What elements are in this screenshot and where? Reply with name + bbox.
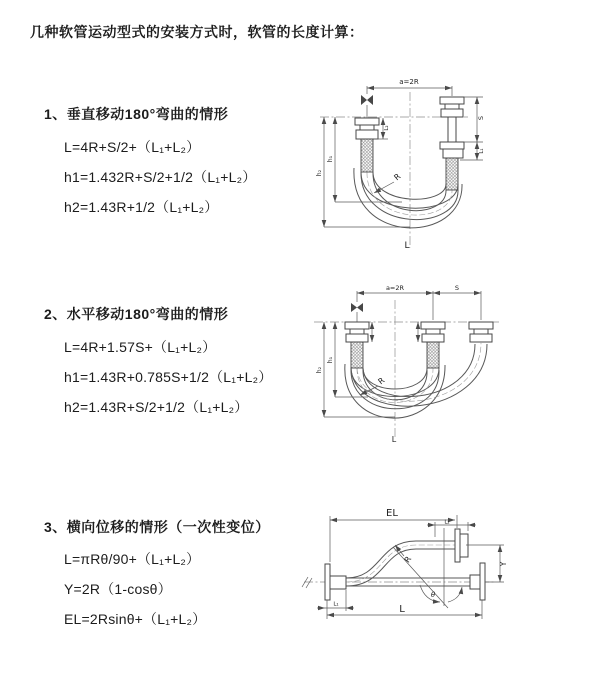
section-3-formula-Y: Y=2R（1-cosθ） [64,581,172,597]
section-3-formula-L: L=πRθ/90+（L₁+L₂） [64,551,201,567]
dimension-l [327,600,482,619]
label-l2: L₂ [384,125,390,131]
hose-curves [345,343,487,418]
label-l: L [391,435,397,444]
braid-section [361,139,373,172]
label-el: EL [386,508,398,519]
upper-flange [455,529,460,562]
section-2-heading: 2、水平移动180°弯曲的情形 [44,306,229,322]
dimension-a2r [357,284,481,320]
left-flange [325,564,330,600]
label-r: R [392,171,403,183]
label-h1: h₁ [327,155,334,163]
label-l: L [404,241,410,251]
diagram-vertical-180-bend [306,72,586,257]
label-y: Y [499,561,508,567]
angle-construction [393,528,464,608]
dimension-l2 [427,520,476,538]
label-l1: L₁ [333,601,339,608]
page-title: 几种软管运动型式的安装方式时，软管的长度计算： [30,24,364,40]
label-a2r: a=2R [399,78,419,86]
right-flange [480,563,485,600]
dimension-s [433,284,481,295]
label-r: R [402,554,414,565]
label-s: S [454,284,460,292]
radius-callout [373,172,403,195]
section-2-formula-h1: h1=1.43R+0.785S+1/2（L₁+L₂） [64,369,273,385]
section-1-formula-h2: h2=1.43R+1/2（L₁+L₂） [64,199,219,215]
section-3-formula-EL: EL=2Rsinθ+（L₁+L₂） [64,611,207,627]
valve-bowtie-icon [361,95,373,105]
section-3-heading: 3、横向位移的情形（一次性变位） [44,519,270,535]
section-2-formula-h2: h2=1.43R+S/2+1/2（L₁+L₂） [64,399,249,415]
left-fitting [355,95,379,172]
label-theta: θ [430,591,436,599]
braid-section [427,342,439,368]
dimension-a2r [367,78,452,96]
middle-fitting [421,322,445,368]
valve-bowtie-icon [351,303,363,312]
label-l1: L₁ [479,148,485,154]
label-r: R [376,375,387,387]
left-fitting [325,564,346,600]
braid-section [351,342,363,368]
label-l: L [399,604,405,615]
diagram-lateral-displacement [296,501,598,639]
label-h2: h₂ [316,366,323,374]
label-h1: h₁ [327,356,334,364]
diagram-horizontal-180-bend [304,278,596,450]
label-h2: h₂ [316,169,323,177]
label-s: S [477,115,485,121]
dimension-el [330,508,457,565]
right-fitting [440,97,464,190]
centerline-break-icon [302,577,312,588]
label-l2: L₂ [444,519,450,526]
section-1-heading: 1、垂直移动180°弯曲的情形 [44,106,229,122]
left-fitting [345,303,369,368]
dimension-l1 [317,590,354,611]
braid-section [446,158,458,190]
section-1-formula-h1: h1=1.432R+S/2+1/2（L₁+L₂） [64,169,257,185]
section-1-formula-L: L=4R+S/2+（L₁+L₂） [64,139,201,155]
section-2-formula-L: L=4R+1.57S+（L₁+L₂） [64,339,217,355]
right-fitting [469,322,493,342]
dimension-s [464,97,485,142]
label-a2r: a=2R [385,284,405,292]
